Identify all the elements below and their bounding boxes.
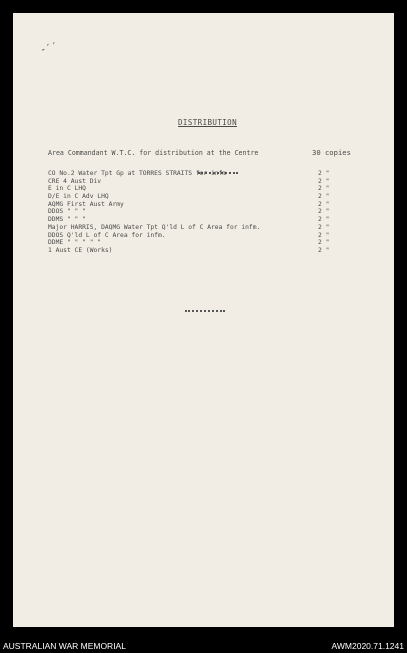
- list-item: [48, 178, 368, 186]
- list-item: [48, 208, 368, 216]
- item-label: DDOS Q'ld L of C Area for infm.: [48, 231, 166, 239]
- item-label: CO No.2 Water Tpt Gp at TORRES STRAITS for infm: [48, 170, 227, 177]
- list-item: [48, 185, 368, 193]
- institution-label: AUSTRALIAN WAR MEMORIAL: [3, 641, 126, 651]
- list-item: [48, 247, 368, 255]
- item-copies: 2 ": [318, 177, 330, 185]
- item-copies: 2 ": [318, 200, 330, 208]
- item-copies: 2 ": [318, 246, 330, 254]
- item-copies: 2 ": [318, 185, 330, 193]
- item-label: CRE 4 Aust Div: [48, 177, 102, 185]
- list-item: [48, 216, 368, 224]
- item-copies: 2 ": [318, 223, 330, 231]
- item-label: 1 Aust CE (Works): [48, 246, 113, 254]
- list-item: [48, 170, 368, 178]
- item-copies: 2 ": [318, 231, 330, 239]
- item-copies: 2 ": [318, 208, 330, 216]
- item-copies: 2 ": [318, 216, 330, 224]
- footer-bar: [0, 638, 407, 653]
- catalogue-number: AWM2020.71.1241: [331, 641, 404, 651]
- item-label: E in C LHQ: [48, 185, 86, 193]
- intro-line: Area Commandant W.T.C. for distribution at the Centre: [48, 149, 259, 157]
- item-copies: 2 ": [318, 239, 330, 247]
- item-label: D/E in C Adv LHQ: [48, 193, 109, 201]
- page-heading: DISTRIBUTION: [178, 118, 237, 127]
- item-copies: 2 ": [318, 193, 330, 201]
- item-copies: 2 ": [318, 170, 330, 177]
- list-item: [48, 224, 368, 232]
- item-label: DDMS " " ": [48, 216, 86, 224]
- distribution-list: [48, 170, 368, 255]
- list-item: [48, 239, 368, 247]
- divider-bottom: [185, 310, 225, 312]
- list-item: [48, 193, 368, 201]
- item-label: Major HARRIS, DAQMG Water Tpt Q'ld L of C Area for infm.: [48, 223, 261, 231]
- document-page: [13, 13, 394, 627]
- list-item: [48, 201, 368, 209]
- handwritten-mark: -′′: [38, 40, 60, 57]
- item-label: DDME " " " " ": [48, 239, 102, 247]
- item-label: AQMG First Aust Army: [48, 200, 124, 208]
- intro-copies: 30 copies: [312, 148, 351, 157]
- list-item: [48, 232, 368, 240]
- item-label: DDOS " " ": [48, 208, 86, 216]
